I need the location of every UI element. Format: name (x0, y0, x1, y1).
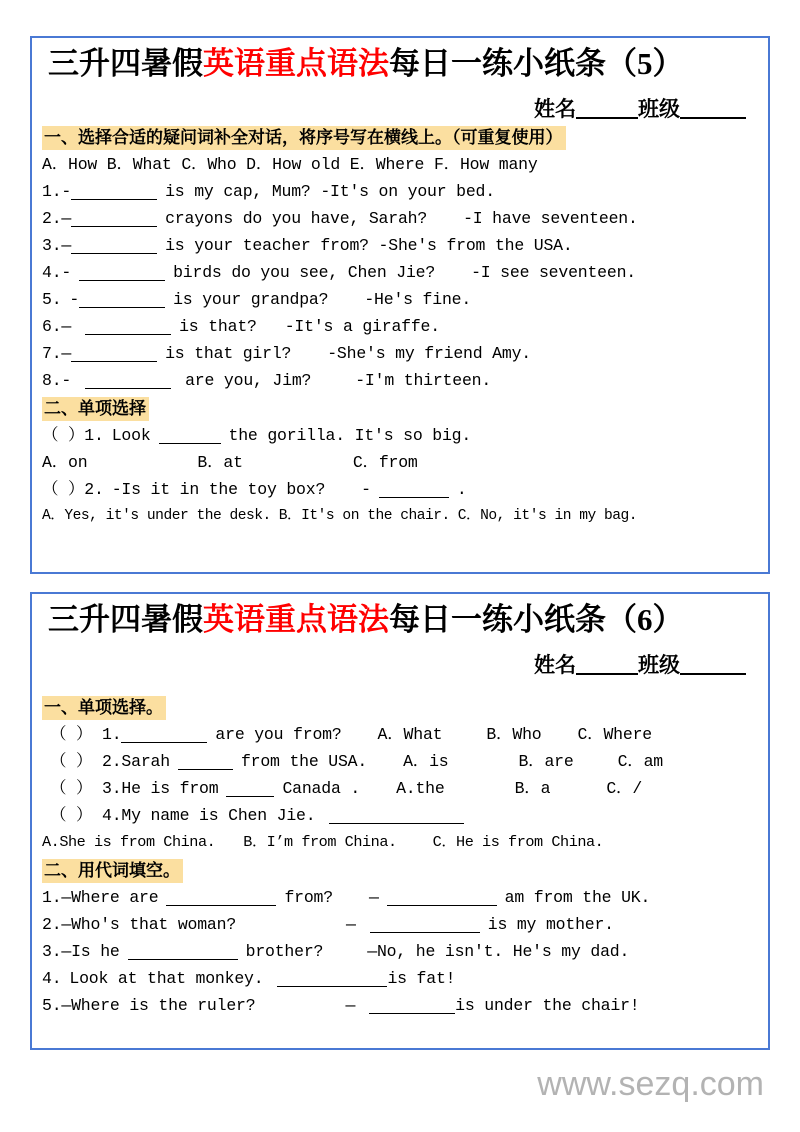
fill5-blank[interactable] (369, 998, 455, 1014)
q1-blank[interactable] (71, 184, 157, 200)
title-suffix: 每日一练小纸条（5） (389, 46, 684, 81)
mc3-stem-before: He is from (121, 778, 219, 798)
q8-text: are you, Jim? (185, 370, 312, 390)
card-5-mc1-choices (42, 449, 758, 476)
card-5-section-1-header: 一、选择合适的疑问词补全对话，将序号写在横线上。（可重复使用） (42, 126, 566, 150)
mc2-choice-b[interactable]: B．It's on the chair. (278, 507, 450, 524)
title-prefix: 三升四暑假 (48, 602, 203, 637)
mc3-choice-c[interactable]: C．/ (606, 778, 643, 798)
fill1-num: 1. (42, 887, 62, 907)
card-6-mc4 (42, 802, 758, 829)
fill1-blank-1[interactable] (166, 890, 276, 906)
fill2-num: 2. (42, 914, 62, 934)
title-accent: 英语重点语法 (203, 602, 389, 637)
q6-dash: — (61, 316, 72, 336)
mc3-bracket[interactable]: （ ） 3. (50, 778, 122, 798)
q5-answer: -He's fine. (364, 289, 472, 309)
q1-dash: - (61, 181, 72, 201)
card-6-section-2-header: 二、用代词填空。 (42, 859, 183, 883)
fill5-a-after: is under the chair! (455, 995, 640, 1015)
q2-dash: — (61, 208, 72, 228)
mc1-bracket[interactable]: （ ） 1. (50, 724, 122, 744)
q5-dash: - (69, 289, 80, 309)
fill3-a-after: —No, he isn't. He's my dad. (367, 941, 630, 961)
fill1-q-after: from? (284, 887, 333, 907)
mc3-blank[interactable] (226, 781, 274, 797)
mc1-choice-a[interactable]: A．What (377, 724, 443, 744)
q8-answer: -I'm thirteen. (355, 370, 492, 390)
fill1-blank-2[interactable] (387, 890, 497, 906)
card-6-name-class-row (42, 649, 758, 679)
mc1-choice-c[interactable]: C．from (352, 452, 418, 472)
fill1-a-after: am from the UK. (504, 887, 651, 907)
q7-answer: -She's my friend Amy. (327, 343, 531, 363)
mc4-choice-c[interactable]: C．He is from China. (432, 832, 604, 851)
q4-text: birds do you see, Chen Jie? (173, 262, 436, 282)
mc2-choice-a[interactable]: A．Yes, it's under the desk. (42, 507, 271, 524)
q4-num: 4. (42, 262, 62, 282)
name-write-line[interactable] (576, 673, 638, 675)
card-5-q7 (42, 340, 758, 367)
card-6-section-1-header: 一、单项选择。 (42, 696, 166, 720)
card-6-mc3 (42, 775, 758, 802)
card-6-fill3 (42, 938, 758, 965)
card-5-q4 (42, 259, 758, 286)
card-6-fill5 (42, 992, 758, 1019)
q3-text: is your teacher from? -She's from the USA. (165, 235, 573, 255)
q6-text: is that? (179, 316, 257, 336)
q8-num: 8. (42, 370, 62, 390)
mc1-blank[interactable] (159, 428, 221, 444)
card-5-q5 (42, 286, 758, 313)
q1-text: is my cap, Mum? -It's on your bed. (165, 181, 495, 201)
class-write-line[interactable] (680, 117, 746, 119)
q6-answer: -It's a giraffe. (284, 316, 440, 336)
q5-blank[interactable] (79, 292, 165, 308)
worksheet-card-6 (30, 592, 770, 1050)
q2-text: crayons do you have, Sarah? (165, 208, 428, 228)
card-5-q1 (42, 178, 758, 205)
mc4-choice-a[interactable]: A.She is from China. (42, 832, 216, 851)
mc2-choice-a[interactable]: A．is (403, 751, 449, 771)
fill3-q-after: brother? (245, 941, 324, 961)
card-5-q3 (42, 232, 758, 259)
mc3-choice-a[interactable]: A.the (396, 778, 445, 798)
q3-num: 3. (42, 235, 62, 255)
mc2-blank[interactable] (178, 754, 233, 770)
mc1-choice-b[interactable]: B．at (197, 452, 243, 472)
class-write-line[interactable] (680, 673, 746, 675)
fill2-blank[interactable] (370, 917, 480, 933)
card-6-title (42, 602, 758, 639)
title-prefix: 三升四暑假 (48, 46, 203, 81)
q7-blank[interactable] (71, 346, 157, 362)
fill3-q-before: —Is he (61, 941, 120, 961)
q4-answer: -I see seventeen. (471, 262, 636, 282)
q2-num: 2. (42, 208, 62, 228)
q3-blank[interactable] (71, 238, 157, 254)
card-5-title (42, 46, 758, 83)
mc1-stem-after: the gorilla. It's so big. (228, 425, 472, 445)
name-write-line[interactable] (576, 117, 638, 119)
mc2-choice-c[interactable]: C．am (617, 751, 663, 771)
mc4-choice-b[interactable]: B．I’m from China. (243, 832, 397, 851)
fill2-q-before: —Who's that woman? (61, 914, 237, 934)
mc1-choice-c[interactable]: C．Where (577, 724, 652, 744)
mc2-blank[interactable] (379, 482, 449, 498)
class-label: 班级 (638, 96, 680, 121)
card-5-q8 (42, 367, 758, 394)
mc2-choice-b[interactable]: B．are (518, 751, 574, 771)
q5-text: is your grandpa? (173, 289, 329, 309)
card-5-name-class-row (42, 93, 758, 123)
card-6-mc2 (42, 748, 758, 775)
fill3-num: 3. (42, 941, 62, 961)
q4-dash: - (61, 262, 72, 282)
class-label: 班级 (638, 652, 680, 677)
q2-answer: -I have seventeen. (463, 208, 638, 228)
fill4-a-after: is fat! (387, 968, 456, 988)
worksheet-card-5 (30, 36, 770, 574)
card-5-mc2 (42, 476, 758, 503)
q1-num: 1. (42, 181, 62, 201)
mc4-bracket[interactable]: （ ） 4. (50, 805, 122, 825)
fill4-blank[interactable] (277, 971, 387, 987)
fill1-a-dash: — (368, 887, 379, 907)
q7-num: 7. (42, 343, 62, 363)
mc1-choice-b[interactable]: B．Who (486, 724, 542, 744)
mc4-stem-before: My name is Chen Jie. (121, 805, 316, 825)
mc2-stem-mid: - (361, 479, 371, 499)
fill4-num: 4. (42, 968, 62, 988)
mc1-blank[interactable] (121, 727, 207, 743)
card-5-section-2-header: 二、单项选择 (42, 397, 149, 421)
mc2-stem-after: from the USA. (240, 751, 368, 771)
mc2-stem-after: . (456, 479, 467, 499)
card-6-fill4 (42, 965, 758, 992)
fill4-q-before: Look at that monkey. (69, 968, 264, 988)
mc1-bracket[interactable]: （ ）1. (42, 425, 104, 445)
q7-dash: — (61, 343, 72, 363)
fill3-blank[interactable] (128, 944, 238, 960)
mc1-stem-before: Look (111, 425, 151, 445)
mc2-stem-before: -Is it in the toy box? (111, 479, 326, 499)
title-accent: 英语重点语法 (203, 46, 389, 81)
mc3-stem-after: Canada . (282, 778, 361, 798)
q8-blank[interactable] (85, 373, 171, 389)
q4-blank[interactable] (79, 265, 165, 281)
q5-num: 5. (42, 289, 62, 309)
q6-num: 6. (42, 316, 62, 336)
fill5-a-dash: — (345, 995, 356, 1015)
fill5-num: 5. (42, 995, 62, 1015)
fill5-q-before: —Where is the ruler? (61, 995, 256, 1015)
mc2-bracket[interactable]: （ ）2. (42, 479, 104, 499)
q3-dash: — (61, 235, 72, 255)
q2-blank[interactable] (71, 211, 157, 227)
card-6-fill2 (42, 911, 758, 938)
mc4-blank[interactable] (329, 808, 464, 824)
card-6-mc1 (42, 721, 758, 748)
name-label: 姓名 (534, 96, 576, 121)
site-watermark: www.sezq.com (537, 1065, 764, 1103)
card-5-q6 (42, 313, 758, 340)
mc2-stem-before: Sarah (121, 751, 170, 771)
fill1-q-before: —Where are (61, 887, 159, 907)
mc2-bracket[interactable]: （ ） 2. (50, 751, 122, 771)
q6-blank[interactable] (85, 319, 171, 335)
mc1-choice-a[interactable]: A．on (42, 452, 88, 472)
mc3-choice-b[interactable]: B．a (514, 778, 551, 798)
card-5-word-bank: A．How B．What C．Who D．How old E．Where F．How many (42, 154, 538, 174)
q8-dash: - (61, 370, 72, 390)
title-suffix: 每日一练小纸条（6） (389, 602, 684, 637)
card-5-q2 (42, 205, 758, 232)
mc1-stem-after: are you from? (215, 724, 342, 744)
fill2-a-dash: — (346, 914, 356, 934)
card-5-mc1 (42, 422, 758, 449)
fill2-a-after: is my mother. (487, 914, 614, 934)
q7-text: is that girl? (165, 343, 292, 363)
card-6-fill1 (42, 884, 758, 911)
mc2-choice-c[interactable]: C．No, it's in my bag. (457, 507, 638, 524)
card-6-mc4-choices (42, 829, 758, 856)
name-label: 姓名 (534, 652, 576, 677)
card-5-mc2-choices (42, 503, 758, 530)
